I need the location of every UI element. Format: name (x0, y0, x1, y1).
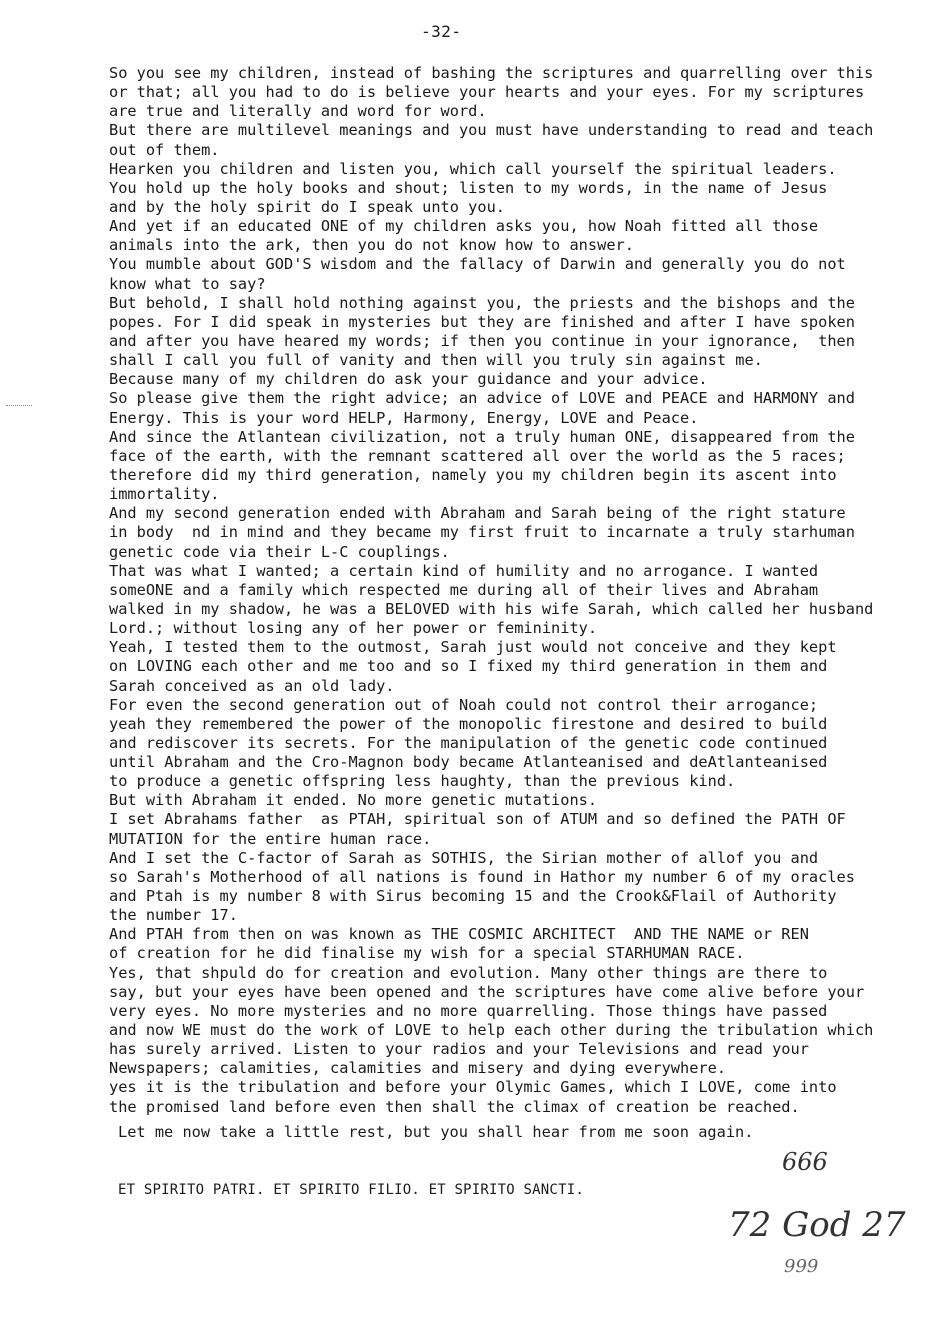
text-line: Sarah conceived as an old lady. (109, 676, 395, 695)
handwritten-number-bottom: 999 (784, 1256, 819, 1277)
text-line: Energy. This is your word HELP, Harmony, Energy, LOVE and Peace. (109, 408, 699, 427)
text-line: or that; all you had to do is believe your hearts and your eyes. For my scriptures (109, 83, 865, 102)
text-line: popes. For I did speak in mysteries but they are finished and after I have spoken (109, 312, 855, 331)
text-line: of creation for he did finalise my wish for a special STARHUMAN RACE. (109, 944, 745, 963)
text-line: has surely arrived. Listen to your radios and your Televisions and read your (109, 1040, 809, 1059)
text-line: And my second generation ended with Abraham and Sarah being of the right stature (109, 504, 846, 523)
text-line: Hearken you children and listen you, which call yourself the spiritual leaders. (109, 159, 837, 178)
text-line: And since the Atlantean civilization, not a truly human ONE, disappeared from the (109, 427, 855, 446)
text-line: But behold, I shall hold nothing against you, the priests and the bishops and the (109, 293, 855, 312)
text-line: the promised land before even then shall the climax of creation be reached. (109, 1097, 800, 1116)
text-line: MUTATION for the entire human race. (109, 829, 432, 848)
text-line: And PTAH from then on was known as THE COSMIC ARCHITECT AND THE NAME or REN (109, 925, 809, 944)
text-line: For even the second generation out of Noah could not control their arrogance; (109, 695, 819, 714)
text-line: So please give them the right advice; an advice of LOVE and PEACE and HARMONY and (109, 389, 855, 408)
text-line: Yes, that shpuld do for creation and evolution. Many other things are there to (109, 963, 828, 982)
body-text (109, 64, 909, 1117)
text-line: But there are multilevel meanings and you must have understanding to read and teach (109, 121, 874, 140)
benediction: ET SPIRITO PATRI. ET SPIRITO FILIO. ET SPIRITO SANCTI. (118, 1182, 584, 1198)
text-line: and by the holy spirit do I speak unto you. (109, 197, 506, 216)
text-line: You hold up the holy books and shout; listen to my words, in the name of Jesus (109, 178, 828, 197)
text-line: and rediscover its secrets. For the manipulation of the genetic code continued (109, 733, 828, 752)
text-line: so Sarah's Motherhood of all nations is found in Hathor my number 6 of my oracles (109, 867, 855, 886)
text-line: and now WE must do the work of LOVE to help each other during the tribulation which (109, 1021, 874, 1040)
text-line: Yeah, I tested them to the outmost, Sarah just would not conceive and they kept (109, 638, 837, 657)
text-line: And I set the C-factor of Sarah as SOTHIS, the Sirian mother of allof you and (109, 848, 819, 867)
text-line: immortality. (109, 485, 220, 504)
text-line: very eyes. No more mysteries and no more quarrelling. Those things have passed (109, 1001, 828, 1020)
text-line: and after you have heared my words; if then you continue in your ignorance, then (109, 331, 855, 350)
text-line: Newspapers; calamities, calamities and misery and dying everywhere. (109, 1059, 727, 1078)
text-line: I set Abrahams father as PTAH, spiritual son of ATUM and so defined the PATH OF (109, 810, 846, 829)
text-line: Lord.; without losing any of her power or femininity. (109, 619, 598, 638)
margin-scribble (6, 405, 32, 406)
closing-line: Let me now take a little rest, but you shall hear from me soon again. (118, 1123, 754, 1141)
text-line: genetic code via their L-C couplings. (109, 542, 450, 561)
text-line: someONE and a family which respected me during all of their lives and Abraham (109, 580, 819, 599)
page-number: -32- (421, 22, 462, 41)
text-line: are true and literally and word for word. (109, 102, 487, 121)
text-line: the number 17. (109, 906, 238, 925)
text-line: Because many of my children do ask your guidance and your advice. (109, 370, 708, 389)
text-line: and Ptah is my number 8 with Sirus becoming 15 and the Crook&Flail of Authority (109, 887, 837, 906)
text-line: out of them. (109, 140, 220, 159)
text-line: That was what I wanted; a certain kind of humility and no arrogance. I wanted (109, 561, 819, 580)
text-line: yes it is the tribulation and before your Olymic Games, which I LOVE, come into (109, 1078, 837, 1097)
text-line: face of the earth, with the remnant scattered all over the world as the 5 races; (109, 446, 846, 465)
text-line: therefore did my third generation, namely you my children begin its ascent into (109, 465, 837, 484)
text-line: You mumble about GOD'S wisdom and the fallacy of Darwin and generally you do not (109, 255, 846, 274)
handwritten-number-top: 666 (782, 1148, 828, 1176)
text-line: on LOVING each other and me too and so I fixed my third generation in them and (109, 657, 828, 676)
text-line: walked in my shadow, he was a BELOVED with his wife Sarah, which called her husband (109, 599, 874, 618)
text-line: say, but your eyes have been opened and the scriptures have come alive before your (109, 982, 865, 1001)
text-line: yeah they remembered the power of the monopolic firestone and desired to build (109, 714, 828, 733)
text-line: So you see my children, instead of bashing the scriptures and quarrelling over this (109, 64, 874, 82)
text-line: know what to say? (109, 274, 266, 293)
text-line: shall I call you full of vanity and then will you truly sin against me. (109, 351, 763, 370)
text-line: But with Abraham it ended. No more genetic mutations. (109, 791, 598, 810)
text-line: to produce a genetic offspring less haughty, than the previous kind. (109, 772, 736, 791)
text-line: animals into the ark, then you do not know how to answer. (109, 236, 634, 255)
text-line: until Abraham and the Cro-Magnon body became Atlanteanised and deAtlanteanised (109, 753, 828, 772)
text-line: And yet if an educated ONE of my children asks you, how Noah fitted all those (109, 217, 819, 236)
handwritten-signature: 72 God 27 (728, 1205, 906, 1245)
text-line: in body nd in mind and they became my first fruit to incarnate a truly starhuman (109, 523, 855, 542)
